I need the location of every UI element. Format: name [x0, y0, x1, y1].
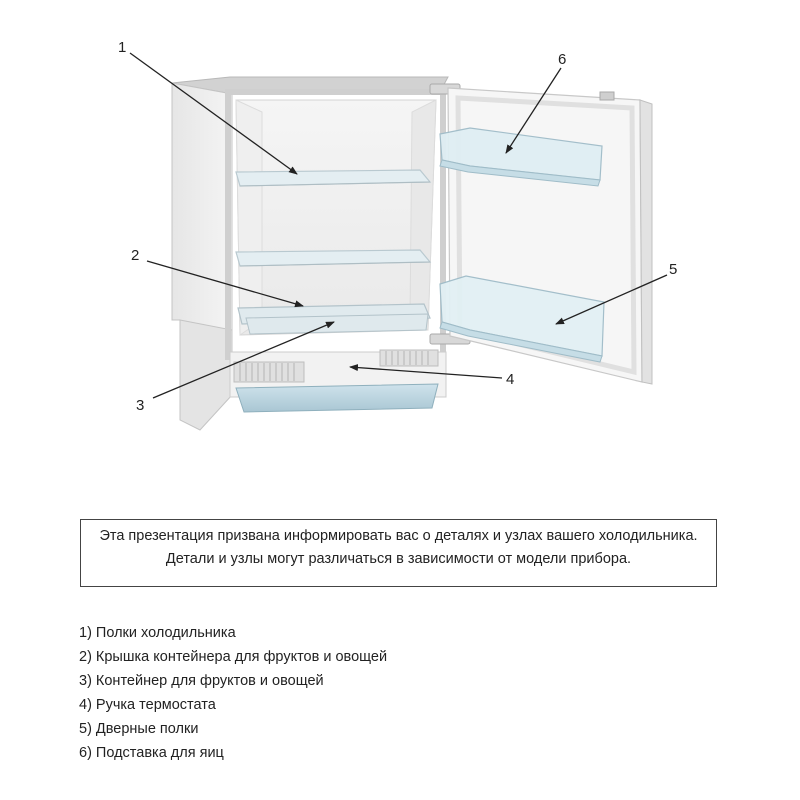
- parts-list-item: 6) Подставка для яиц: [79, 745, 224, 761]
- callout-4: 4: [506, 371, 515, 388]
- callout-2: 2: [131, 247, 140, 264]
- notice-text-line1: Эта презентация призвана информировать вас о деталях и узлах вашего холодильника.: [99, 528, 698, 544]
- callout-5: 5: [669, 261, 678, 278]
- callout-3: 3: [136, 397, 145, 414]
- parts-list-item: 2) Крышка контейнера для фруктов и овощей: [79, 649, 388, 665]
- parts-list: [79, 621, 387, 765]
- refrigerator-illustration: [172, 77, 652, 430]
- parts-list-item: 5) Дверные полки: [79, 721, 199, 737]
- parts-list-item: 1) Полки холодильника: [79, 625, 236, 641]
- callout-6: 6: [558, 51, 567, 68]
- parts-list-item: 4) Ручка термостата: [79, 697, 216, 713]
- parts-list-item: 3) Контейнер для фруктов и овощей: [79, 673, 324, 689]
- callout-1: 1: [118, 39, 127, 56]
- notice-box: [80, 519, 717, 587]
- notice-text-line2: Детали и узлы могут различаться в зависимости от модели прибора.: [165, 551, 632, 567]
